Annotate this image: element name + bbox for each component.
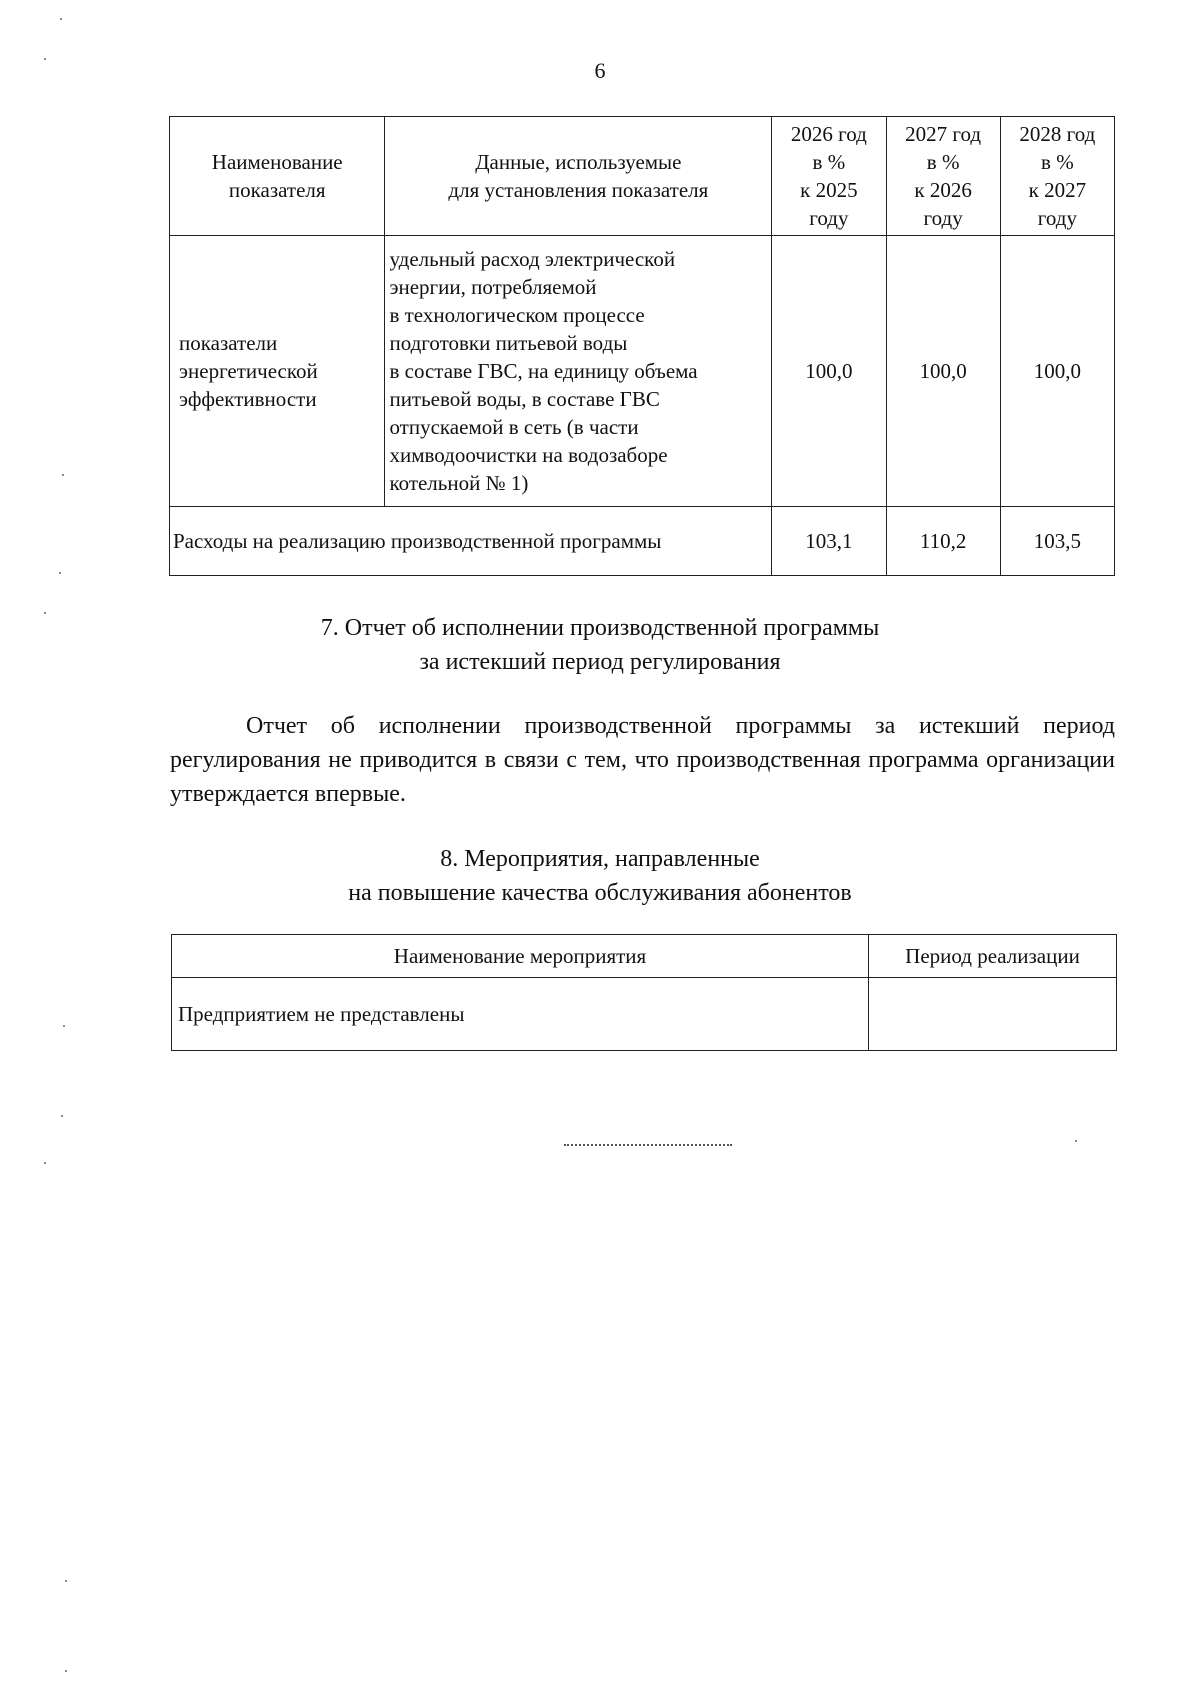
- header-2028: 2028 год в % к 2027 году: [1000, 117, 1114, 236]
- scan-speck: [59, 572, 61, 574]
- measure-name-cell: Предприятием не представлены: [172, 978, 869, 1051]
- header-period: Период реализации: [869, 935, 1117, 978]
- header-indicator-name: Наименование показателя: [170, 117, 385, 236]
- indicator-data-cell: удельный расход электрической энергии, потребляемой в технологическом процессе подготовки питьевой воды в составе ГВС, на единицу объема питьевой воды, в составе ГВС отпускаемой в сеть (в части химводоочистки на водозаборе котельной № 1): [385, 236, 772, 507]
- total-2028: 103,5: [1000, 507, 1114, 576]
- section-8-title: 8. Мероприятия, направленные на повышение качества обслуживания абонентов: [348, 846, 852, 906]
- indicator-table: [169, 116, 1115, 576]
- header-2027: 2027 год в % к 2026 году: [886, 117, 1000, 236]
- table-row: [172, 978, 1117, 1051]
- value-2027: 100,0: [886, 236, 1000, 507]
- scan-speck: [1075, 1140, 1077, 1142]
- scan-speck: [63, 1025, 65, 1027]
- measure-period-cell: [869, 978, 1117, 1051]
- header-measure-name: Наименование мероприятия: [172, 935, 869, 978]
- table-header-row: [172, 935, 1117, 978]
- scan-speck: [60, 18, 62, 20]
- scan-speck: [44, 58, 46, 60]
- scan-speck: [44, 612, 46, 614]
- total-2027: 110,2: [886, 507, 1000, 576]
- table-row: [170, 236, 1115, 507]
- header-indicator-data: Данные, используемые для установления показателя: [385, 117, 772, 236]
- scan-speck: [65, 1670, 67, 1672]
- scan-speck: [61, 1115, 63, 1117]
- header-2026: 2026 год в % к 2025 году: [772, 117, 886, 236]
- total-2026: 103,1: [772, 507, 886, 576]
- value-2026: 100,0: [772, 236, 886, 507]
- indicator-name-cell: показатели энергетической эффективности: [170, 236, 385, 507]
- section-7-paragraph: Отчет об исполнении производственной программы за истекший период регулирования не приводится в связи с тем, что производственная программа организации утверждается впервые.: [170, 713, 1115, 807]
- total-label: Расходы на реализацию производственной программы: [170, 507, 772, 576]
- page-number: 6: [594, 58, 606, 83]
- scan-speck: [62, 474, 64, 476]
- measures-table: [171, 934, 1117, 1051]
- section-7-title: 7. Отчет об исполнении производственной программы за истекший период регулирования: [320, 615, 880, 675]
- table-row: [170, 507, 1115, 576]
- table-header-row: [170, 117, 1115, 236]
- end-of-document-line: [564, 1144, 732, 1146]
- scan-speck: [65, 1580, 67, 1582]
- scan-speck: [44, 1162, 46, 1164]
- value-2028: 100,0: [1000, 236, 1114, 507]
